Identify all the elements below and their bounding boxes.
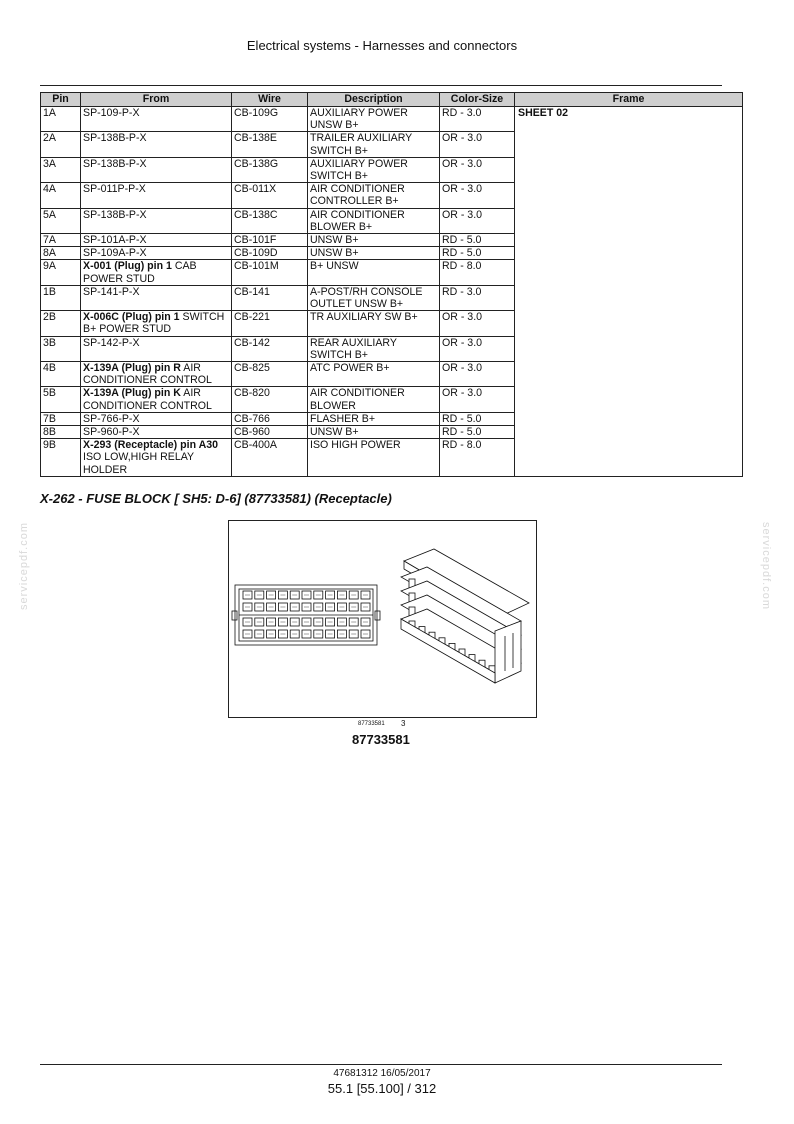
cell-from [81, 107, 232, 132]
from-text: SP-138B-P-X [83, 132, 147, 145]
cell-pin: 3B [41, 336, 81, 361]
cell-from [81, 208, 232, 233]
cell-description: ATC POWER B+ [308, 362, 440, 387]
cell-color-size: RD - 3.0 [440, 285, 515, 310]
from-text: SP-109-P-X [83, 107, 140, 119]
table-row [41, 107, 743, 132]
cell-pin: 2B [41, 311, 81, 336]
cell-description: AUXILIARY POWER UNSW B+ [308, 107, 440, 132]
cell-color-size: RD - 3.0 [440, 107, 515, 132]
cell-description: UNSW B+ [308, 247, 440, 260]
col-header-from: From [81, 93, 232, 107]
from-text: SP-101A-P-X [83, 234, 147, 247]
col-header-description: Description [308, 93, 440, 107]
cell-color-size: RD - 5.0 [440, 412, 515, 425]
from-connector-ref: X-006C (Plug) pin 1 [83, 311, 180, 324]
cell-pin: 4A [41, 183, 81, 208]
cell-wire: CB-101F [232, 234, 308, 247]
cell-from [81, 247, 232, 260]
footer-rule [40, 1064, 722, 1065]
cell-from [81, 362, 232, 387]
col-header-frame: Frame [515, 93, 743, 107]
from-text: SP-141-P-X [83, 285, 140, 298]
cell-wire: CB-142 [232, 336, 308, 361]
col-header-wire: Wire [232, 93, 308, 107]
cell-from [81, 132, 232, 157]
col-header-pin: Pin [41, 93, 81, 107]
from-connector-ref: X-293 (Receptacle) pin A30 [83, 439, 219, 452]
cell-wire: CB-820 [232, 387, 308, 412]
cell-color-size: RD - 5.0 [440, 234, 515, 247]
cell-color-size: OR - 3.0 [440, 208, 515, 233]
fuse-block-isometric-view [401, 549, 529, 683]
cell-color-size: OR - 3.0 [440, 311, 515, 336]
col-header-color-size: Color-Size [440, 93, 515, 107]
cell-wire: CB-138C [232, 208, 308, 233]
from-text: SWITCH B+ POWER STUD [83, 311, 225, 336]
cell-color-size: RD - 5.0 [440, 247, 515, 260]
cell-color-size: RD - 5.0 [440, 426, 515, 439]
watermark-right: servicepdf.com [760, 522, 772, 610]
cell-pin: 2A [41, 132, 81, 157]
cell-wire: CB-101M [232, 260, 308, 285]
cell-color-size: OR - 3.0 [440, 132, 515, 157]
from-text: SP-138B-P-X [83, 157, 147, 170]
table-header-row [41, 93, 743, 107]
cell-description: AIR CONDITIONER BLOWER B+ [308, 208, 440, 233]
from-connector-ref: X-139A (Plug) pin R [83, 362, 181, 375]
section-title: X-262 - FUSE BLOCK [ SH5: D-6] (87733581) (Receptacle) [40, 491, 392, 506]
from-text: SP-109A-P-X [83, 247, 147, 260]
cell-from [81, 336, 232, 361]
cell-wire: CB-960 [232, 426, 308, 439]
cell-color-size: OR - 3.0 [440, 362, 515, 387]
from-connector-ref: X-139A (Plug) pin K [83, 387, 181, 400]
cell-color-size: OR - 3.0 [440, 183, 515, 208]
cell-pin: 4B [41, 362, 81, 387]
cell-pin: 9A [41, 260, 81, 285]
connector-pin-table [40, 92, 743, 477]
cell-description: A-POST/RH CONSOLE OUTLET UNSW B+ [308, 285, 440, 310]
cell-description: ISO HIGH POWER [308, 439, 440, 477]
cell-from [81, 260, 232, 285]
cell-wire: CB-109G [232, 107, 308, 132]
footer-document-id: 47681312 16/05/2017 [333, 1068, 431, 1079]
cell-from [81, 234, 232, 247]
page-header-title: Electrical systems - Harnesses and connectors [246, 38, 518, 53]
cell-pin: 8B [41, 426, 81, 439]
cell-description: FLASHER B+ [308, 412, 440, 425]
cell-color-size: RD - 8.0 [440, 439, 515, 477]
cell-description: AIR CONDITIONER CONTROLLER B+ [308, 183, 440, 208]
from-text: AIR CONDITIONER CONTROL [83, 387, 212, 412]
cell-description: B+ UNSW [308, 260, 440, 285]
cell-frame: SHEET 02 [515, 107, 743, 477]
cell-pin: 8A [41, 247, 81, 260]
cell-wire: CB-138G [232, 157, 308, 182]
cell-from [81, 387, 232, 412]
cell-color-size: OR - 3.0 [440, 336, 515, 361]
cell-pin: 5A [41, 208, 81, 233]
cell-pin: 1A [41, 107, 81, 132]
cell-description: TR AUXILIARY SW B+ [308, 311, 440, 336]
cell-description: UNSW B+ [308, 234, 440, 247]
from-text: SP-138B-P-X [83, 208, 147, 221]
from-text: AIR CONDITIONER CONTROL [83, 362, 212, 387]
cell-wire: CB-766 [232, 412, 308, 425]
cell-from [81, 426, 232, 439]
from-connector-ref: X-001 (Plug) pin 1 [83, 260, 172, 273]
cell-wire: CB-400A [232, 439, 308, 477]
cell-from [81, 412, 232, 425]
cell-description: UNSW B+ [308, 426, 440, 439]
cell-wire: CB-011X [232, 183, 308, 208]
cell-color-size: OR - 3.0 [440, 157, 515, 182]
cell-pin: 7A [41, 234, 81, 247]
cell-description: AUXILIARY POWER SWITCH B+ [308, 157, 440, 182]
cell-wire: CB-109D [232, 247, 308, 260]
cell-from [81, 157, 232, 182]
cell-from [81, 183, 232, 208]
cell-wire: CB-141 [232, 285, 308, 310]
cell-from [81, 285, 232, 310]
cell-wire: CB-221 [232, 311, 308, 336]
cell-color-size: OR - 3.0 [440, 387, 515, 412]
figure-reference-number: 87733581 [358, 721, 385, 727]
fuse-block-drawing [229, 521, 536, 717]
cell-description: TRAILER AUXILIARY SWITCH B+ [308, 132, 440, 157]
footer-page-number: 55.1 [55.100] / 312 [327, 1081, 437, 1096]
figure-caption: 87733581 [352, 732, 410, 747]
from-text: SP-142-P-X [83, 336, 140, 349]
cell-pin: 3A [41, 157, 81, 182]
from-text: ISO LOW,HIGH RELAY HOLDER [83, 451, 194, 476]
header-rule [40, 85, 722, 86]
cell-pin: 1B [41, 285, 81, 310]
cell-pin: 7B [41, 412, 81, 425]
cell-pin: 9B [41, 439, 81, 477]
cell-from [81, 311, 232, 336]
cell-pin: 5B [41, 387, 81, 412]
cell-description: REAR AUXILIARY SWITCH B+ [308, 336, 440, 361]
cell-description: AIR CONDITIONER BLOWER [308, 387, 440, 412]
figure-index-number: 3 [401, 719, 406, 728]
from-text: SP-766-P-X [83, 412, 140, 425]
watermark-left: servicepdf.com [18, 522, 30, 610]
from-text: SP-960-P-X [83, 426, 140, 439]
cell-from [81, 439, 232, 477]
from-text: CAB POWER STUD [83, 260, 197, 285]
cell-color-size: RD - 8.0 [440, 260, 515, 285]
cell-wire: CB-825 [232, 362, 308, 387]
cell-wire: CB-138E [232, 132, 308, 157]
connector-figure [228, 520, 537, 718]
fuse-block-front-view [232, 585, 380, 645]
from-text: SP-011P-P-X [83, 183, 146, 196]
